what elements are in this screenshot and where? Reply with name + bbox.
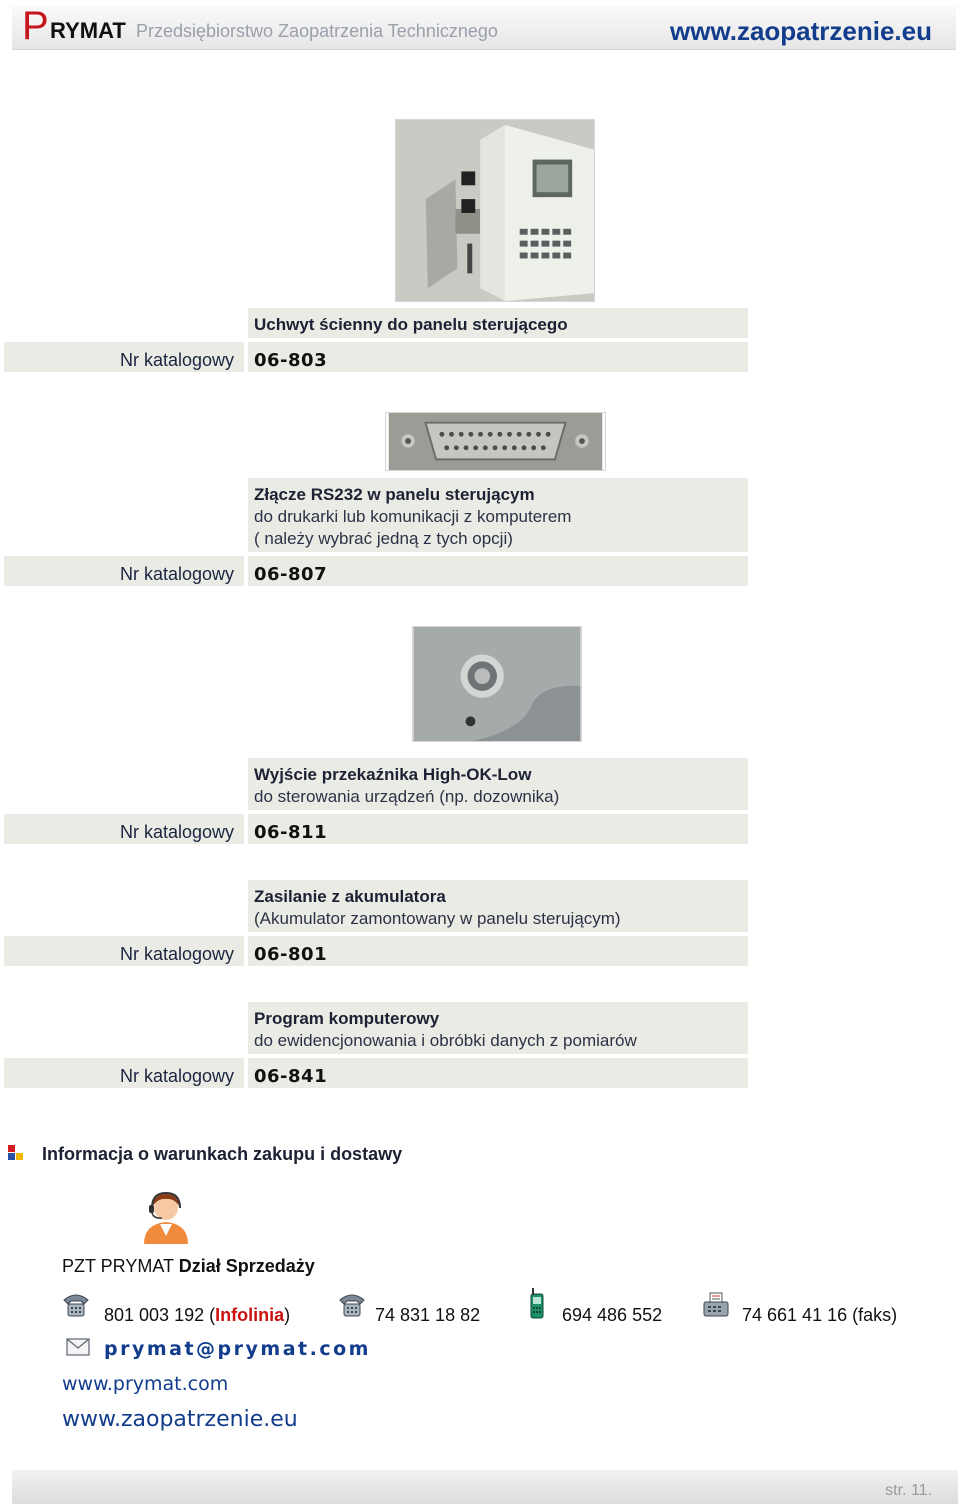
- product-title: Uchwyt ścienny do panelu sterującego: [254, 315, 568, 334]
- product-description: [248, 758, 748, 810]
- catalog-label-cell: [4, 556, 244, 586]
- product-title: Zasilanie z akumulatora: [254, 887, 446, 906]
- product-title: Program komputerowy: [254, 1009, 440, 1028]
- fax-icon: [702, 1292, 730, 1318]
- logo-letter: P: [22, 4, 49, 48]
- catalog-label-cell: [4, 814, 244, 844]
- product-description: [248, 1002, 748, 1054]
- product-title: Wyjście przekaźnika High-OK-Low: [254, 765, 532, 784]
- product-description: [248, 880, 748, 932]
- page-header: [12, 6, 956, 50]
- catalog-number: 06-807: [254, 564, 328, 585]
- product-detail: do drukarki lub komunikacji z komputerem: [254, 507, 572, 526]
- squares-bullet-icon: [8, 1145, 24, 1161]
- catalog-label-cell: [4, 342, 244, 372]
- catalog-number-cell: [248, 342, 748, 372]
- product-detail: do sterowania urządzeń (np. dozownika): [254, 787, 560, 806]
- website-link-zaopatrzenie[interactable]: www.zaopatrzenie.eu: [62, 1407, 298, 1432]
- catalog-number-cell: [248, 556, 748, 586]
- catalog-label: Nr katalogowy: [119, 564, 234, 584]
- product-photo-rs232-connector: [385, 412, 606, 471]
- envelope-icon: [66, 1338, 90, 1356]
- catalog-label: Nr katalogowy: [119, 944, 234, 964]
- telephone-icon: [338, 1292, 366, 1318]
- product-detail: (Akumulator zamontowany w panelu sterującym): [254, 909, 621, 928]
- catalog-label: Nr katalogowy: [119, 350, 234, 370]
- catalog-label-cell: [4, 1058, 244, 1088]
- mobile-phone-icon: [528, 1288, 546, 1320]
- dept-name: Dział Sprzedaży: [178, 1256, 315, 1276]
- telephone-icon: [62, 1292, 90, 1318]
- product-photo-wall-bracket: [395, 119, 595, 302]
- page-number: str. 11.: [885, 1482, 932, 1499]
- catalog-label-cell: [4, 936, 244, 966]
- product-description: [248, 478, 748, 552]
- catalog-number: 06-811: [254, 822, 328, 843]
- catalog-number-cell: [248, 936, 748, 966]
- hotline-number: 801 003 192: [104, 1305, 205, 1325]
- header-website-link[interactable]: www.zaopatrzenie.eu: [670, 16, 932, 46]
- product-photo-relay-socket: [412, 626, 582, 742]
- catalog-number: 06-801: [254, 944, 328, 965]
- dept-prefix: PZT PRYMAT: [62, 1256, 179, 1276]
- product-detail: do ewidencjonowania i obróbki danych z pomiarów: [254, 1031, 637, 1050]
- sales-department: [62, 1256, 315, 1277]
- support-agent-icon: [138, 1188, 194, 1244]
- hotline-note: Infolinia: [215, 1305, 285, 1325]
- catalog-number-cell: [248, 814, 748, 844]
- catalog-label: Nr katalogowy: [119, 822, 234, 842]
- product-title: Złącze RS232 w panelu sterującym: [254, 485, 535, 504]
- catalog-number: 06-841: [254, 1066, 328, 1087]
- mobile-number: 694 486 552: [562, 1305, 663, 1325]
- product-description: [248, 308, 748, 338]
- fax-number: 74 661 41 16 (faks): [742, 1305, 898, 1325]
- hotline-phone: [104, 1305, 290, 1326]
- catalog-label: Nr katalogowy: [119, 1066, 234, 1086]
- phone-number: 74 831 18 82: [375, 1305, 481, 1325]
- hotline-close: ): [284, 1305, 291, 1325]
- hotline-open: (: [204, 1305, 216, 1325]
- product-detail: ( należy wybrać jedną z tych opcji): [254, 529, 513, 548]
- catalog-number: 06-803: [254, 350, 328, 371]
- page-footer: [12, 1470, 958, 1504]
- catalog-number-cell: [248, 1058, 748, 1088]
- website-link-prymat[interactable]: www.prymat.com: [62, 1373, 229, 1395]
- logo-name: RYMAT: [50, 18, 126, 43]
- company-name: Przedsiębiorstwo Zaopatrzenia Technicznego: [136, 21, 498, 41]
- email-link[interactable]: prymat@prymat.com: [104, 1338, 371, 1360]
- info-title: Informacja o warunkach zakupu i dostawy: [42, 1144, 403, 1164]
